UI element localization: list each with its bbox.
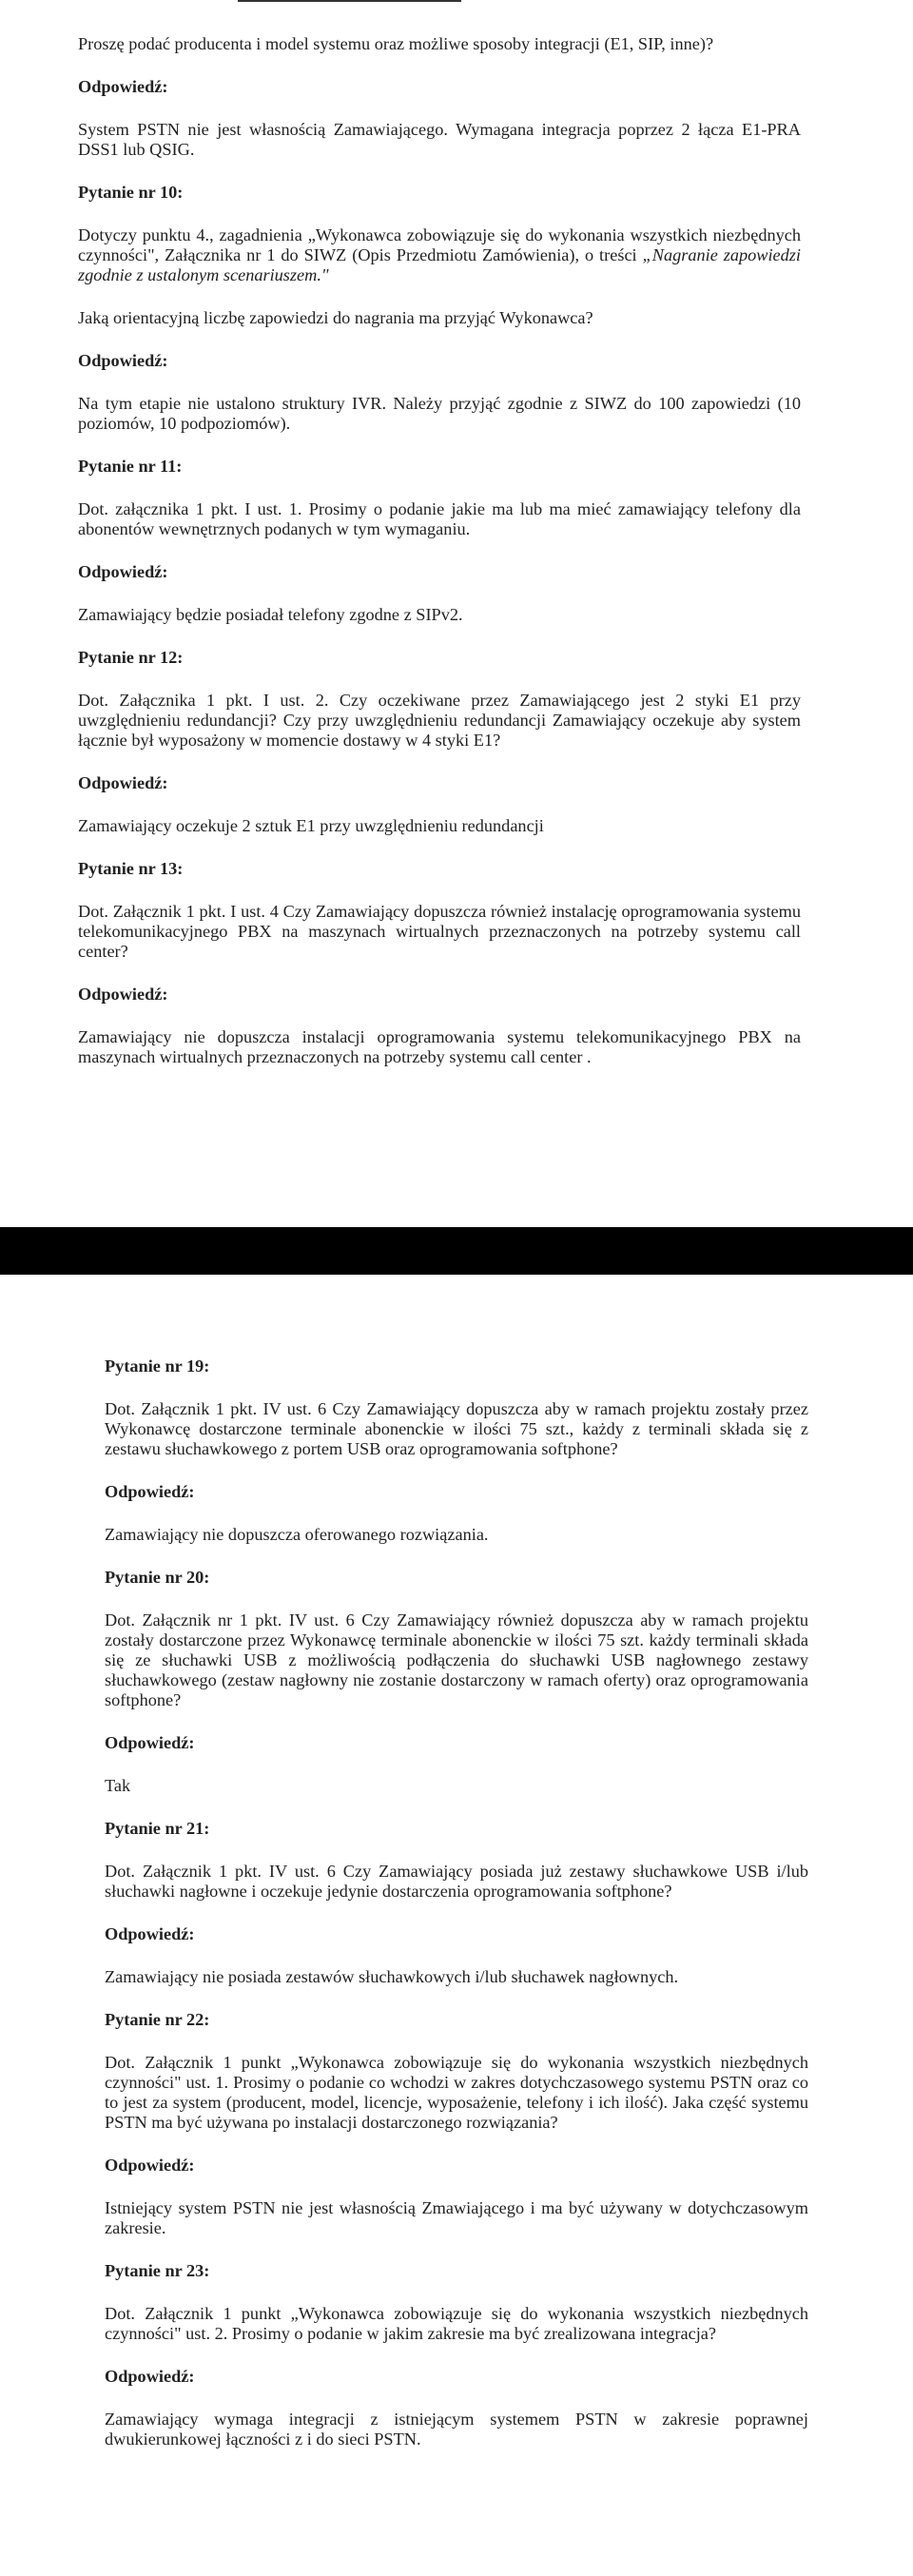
document-page-1 bbox=[0, 0, 913, 1227]
section-heading bbox=[105, 1356, 808, 1376]
section-heading bbox=[78, 859, 801, 879]
paragraph bbox=[78, 225, 801, 285]
heading-text: Odpowiedź: bbox=[78, 351, 168, 370]
section-heading bbox=[105, 1733, 808, 1753]
section-heading bbox=[105, 1482, 808, 1502]
section-heading bbox=[78, 457, 801, 477]
paragraph-text: Dot. Załącznika 1 pkt. I ust. 2. Czy oczekiwane przez Zamawiającego jest 2 styki E1 przy uwzględnieniu redundancji? Czy przy uwzględnieniu redundancji Zamawiający oczekuje aby system łącznie był wyposażony w momencie dostawy w 4 styki E1? bbox=[78, 691, 801, 750]
heading-text: Odpowiedź: bbox=[78, 562, 168, 581]
paragraph bbox=[105, 2304, 808, 2344]
heading-text: Pytanie nr 23: bbox=[105, 2261, 210, 2280]
paragraph bbox=[78, 605, 801, 625]
paragraph bbox=[105, 1610, 808, 1710]
heading-text: Odpowiedź: bbox=[78, 985, 168, 1004]
heading-text: Pytanie nr 13: bbox=[78, 859, 184, 878]
top-rule bbox=[238, 0, 461, 2]
paragraph-text: Na tym etapie nie ustalono struktury IVR. Należy przyjąć zgodnie z SIWZ do 100 zapowiedzi (10 poziomów, 10 podpoziomów). bbox=[78, 394, 801, 433]
heading-text: Odpowiedź: bbox=[105, 1482, 195, 1501]
paragraph-text: Dot. Załącznik 1 punkt „Wykonawca zobowiązuje się do wykonania wszystkich niezbędnych czynności" ust. 1. Prosimy o podanie co wchodzi w zakres dotychczasowego systemu PSTN oraz co to jest za system (producent, model, licencje, wyposażenie, telefony i ich ilość). Jaka część systemu PSTN ma być używana po instalacji dostarczonego rozwiązania? bbox=[105, 2053, 808, 2132]
document-page-2 bbox=[0, 1275, 913, 2576]
paragraph bbox=[105, 1776, 808, 1796]
paragraph-text: Zamawiający nie dopuszcza instalacji oprogramowania systemu telekomunikacyjnego PBX na maszynach wirtualnych przeznaczonych na potrzeby systemu call center . bbox=[78, 1027, 801, 1066]
paragraph bbox=[78, 816, 801, 836]
section-heading bbox=[105, 2156, 808, 2176]
section-heading bbox=[78, 773, 801, 793]
heading-text: Pytanie nr 21: bbox=[105, 1819, 210, 1838]
paragraph-text: Jaką orientacyjną liczbę zapowiedzi do nagrania ma przyjąć Wykonawca? bbox=[78, 308, 593, 327]
paragraph-text: Proszę podać producenta i model systemu oraz możliwe sposoby integracji (E1, SIP, inne)? bbox=[78, 34, 714, 53]
section-heading bbox=[105, 1819, 808, 1839]
section-heading bbox=[105, 2261, 808, 2281]
paragraph bbox=[78, 394, 801, 434]
paragraph-text: Istniejący system PSTN nie jest własnością Zmawiającego i ma być używany w dotychczasowym zakresie. bbox=[105, 2198, 808, 2237]
heading-text: Pytanie nr 20: bbox=[105, 1568, 210, 1587]
section-heading bbox=[105, 1924, 808, 1944]
section-heading bbox=[78, 351, 801, 371]
paragraph-text: Zamawiający wymaga integracji z istniejącym systemem PSTN w zakresie poprawnej dwukierunkowej łączności z i do sieci PSTN. bbox=[105, 2410, 808, 2449]
heading-text: Pytanie nr 19: bbox=[105, 1356, 210, 1376]
paragraph bbox=[105, 1399, 808, 1459]
page-2-content bbox=[105, 1356, 808, 2449]
heading-text: Odpowiedź: bbox=[105, 1733, 195, 1752]
paragraph-text: Dot. Załącznik 1 pkt. IV ust. 6 Czy Zamawiający posiada już zestawy słuchawkowe USB i/lub słuchawki nagłowne i oczekuje jedynie dostarczenia oprogramowania softphone? bbox=[105, 1862, 808, 1901]
section-heading bbox=[78, 562, 801, 582]
section-heading bbox=[105, 1568, 808, 1588]
paragraph-text: Dot. Załącznik 1 pkt. IV ust. 6 Czy Zamawiający dopuszcza aby w ramach projektu zostały przez Wykonawcę dostarczone terminale abonenckie w ilości 75 szt., każdy z terminali składa się z zestawu słuchawkowego z portem USB oraz oprogramowania softphone? bbox=[105, 1399, 808, 1458]
paragraph bbox=[78, 902, 801, 962]
heading-text: Pytanie nr 11: bbox=[78, 457, 183, 476]
section-heading bbox=[105, 2010, 808, 2030]
heading-text: Odpowiedź: bbox=[105, 1924, 195, 1943]
paragraph bbox=[78, 691, 801, 751]
paragraph bbox=[105, 2410, 808, 2449]
paragraph-text: Tak bbox=[105, 1776, 131, 1795]
paragraph bbox=[78, 499, 801, 539]
paragraph-text: Dotyczy punktu 4., zagadnienia „Wykonawca zobowiązuje się do wykonania wszystkich niezbędnych czynności", Załącznika nr 1 do SIWZ (Opis Przedmiotu Zamówienia), o treści bbox=[78, 225, 801, 264]
heading-text: Pytanie nr 22: bbox=[105, 2010, 210, 2029]
paragraph-text: Zamawiający nie dopuszcza oferowanego rozwiązania. bbox=[105, 1525, 489, 1544]
paragraph bbox=[78, 1027, 801, 1067]
heading-text: Odpowiedź: bbox=[105, 2367, 195, 2386]
paragraph-text: Dot. załącznika 1 pkt. I ust. 1. Prosimy o podanie jakie ma lub ma mieć zamawiający telefony dla abonentów wewnętrznych podanych w tym wymaganiu. bbox=[78, 499, 801, 538]
paragraph-text: Dot. Załącznik 1 punkt „Wykonawca zobowiązuje się do wykonania wszystkich niezbędnych czynności" ust. 2. Prosimy o podanie w jakim zakresie ma być zrealizowana integracja? bbox=[105, 2304, 808, 2343]
paragraph bbox=[78, 34, 801, 54]
paragraph-text: System PSTN nie jest własnością Zamawiającego. Wymagana integracja poprzez 2 łącza E1-PRA DSS1 lub QSIG. bbox=[78, 120, 801, 159]
section-heading bbox=[78, 183, 801, 203]
section-heading bbox=[78, 648, 801, 668]
heading-text: Pytanie nr 10: bbox=[78, 183, 184, 202]
heading-text: Odpowiedź: bbox=[105, 2156, 195, 2175]
paragraph-text: Zamawiający będzie posiadał telefony zgodne z SIPv2. bbox=[78, 605, 463, 624]
paragraph-text: Dot. Załącznik nr 1 pkt. IV ust. 6 Czy Zamawiający również dopuszcza aby w ramach projektu zostały dostarczone przez Wykonawcę terminale abonenckie w ilości 75 szt. każdy terminali składa się ze słuchawki USB z możliwością podłączenia do słuchawki USB nagłownego zestawy słuchawkowego (zestaw nagłowny nie zostanie dostarczony w ramach oferty) oraz oprogramowania softphone? bbox=[105, 1610, 808, 1709]
paragraph-text: Zamawiający nie posiada zestawów słuchawkowych i/lub słuchawek nagłownych. bbox=[105, 1967, 679, 1986]
paragraph-text: Zamawiający oczekuje 2 sztuk E1 przy uwzględnieniu redundancji bbox=[78, 816, 544, 835]
paragraph bbox=[105, 1967, 808, 1987]
paragraph bbox=[78, 308, 801, 328]
paragraph bbox=[105, 1862, 808, 1902]
paragraph bbox=[105, 2198, 808, 2238]
section-heading bbox=[78, 985, 801, 1005]
heading-text: Pytanie nr 12: bbox=[78, 648, 184, 667]
paragraph-text: Dot. Załącznik 1 pkt. I ust. 4 Czy Zamawiający dopuszcza również instalację oprogramowania systemu telekomunikacyjnego PBX na maszynach wirtualnych przeznaczonych na potrzeby systemu call center? bbox=[78, 902, 801, 961]
paragraph bbox=[78, 120, 801, 160]
page-1-content bbox=[78, 34, 801, 1067]
heading-text: Odpowiedź: bbox=[78, 773, 168, 792]
section-heading bbox=[78, 77, 801, 97]
heading-text: Odpowiedź: bbox=[78, 77, 168, 96]
italic-quote: „Nagranie zapowiedzi zgodnie z ustalonym scenariuszem." bbox=[78, 245, 801, 284]
section-heading bbox=[105, 2367, 808, 2387]
paragraph bbox=[105, 1525, 808, 1545]
paragraph bbox=[105, 2053, 808, 2133]
